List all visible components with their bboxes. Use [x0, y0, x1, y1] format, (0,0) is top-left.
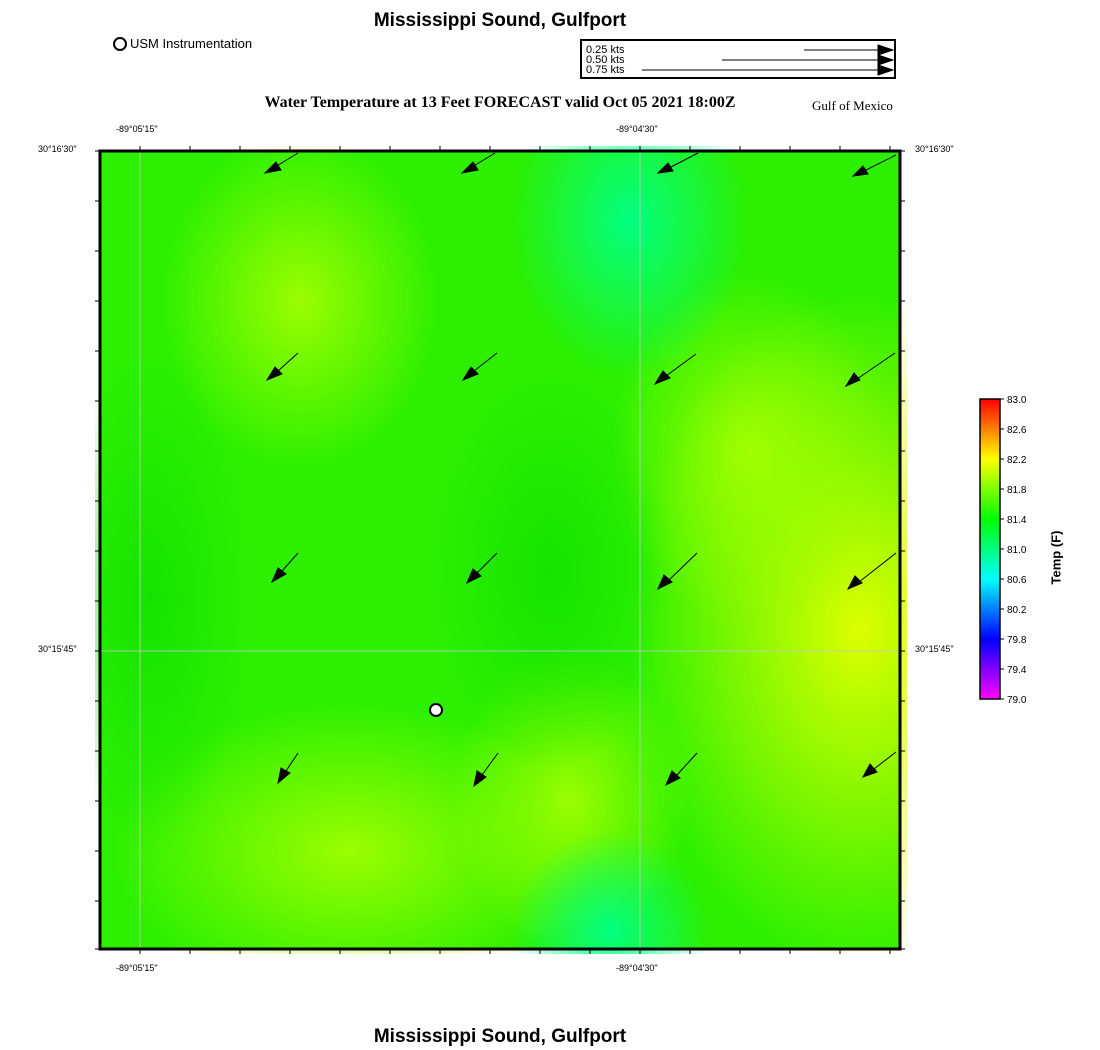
colorbar-tick: 83.0: [1007, 395, 1027, 406]
scale-label-050: 0.50 kts: [586, 54, 625, 66]
temperature-map: [95, 146, 907, 954]
instrument-legend-label: USM Instrumentation: [130, 36, 253, 51]
instrument-legend: [113, 36, 252, 51]
scale-label-025: 0.25 kts: [586, 44, 625, 56]
right-lat-label-1: 30°16'30": [915, 144, 954, 154]
forecast-title: Water Temperature at 13 Feet FORECAST valid Oct 05 2021 18:00Z: [264, 94, 736, 111]
top-lon-label-1: -89°05'15": [116, 124, 158, 134]
colorbar-tick: 79.4: [1007, 665, 1027, 676]
colorbar-tick: 81.4: [1007, 515, 1027, 526]
colorbar-tick: 81.8: [1007, 485, 1027, 496]
left-lat-label-2: 30°15'45": [38, 644, 77, 654]
colorbar-label: Temp (F): [1048, 530, 1064, 585]
colorbar-tick: 80.6: [1007, 575, 1027, 586]
right-lat-label-2: 30°15'45": [915, 644, 954, 654]
footer-title: Mississippi Sound, Gulfport: [373, 1026, 627, 1047]
bottom-lon-label-2: -89°04'30": [616, 963, 658, 973]
colorbar-tick: 82.6: [1007, 425, 1027, 436]
colorbar-tick: 79.0: [1007, 695, 1027, 706]
instrument-marker-icon: [113, 37, 127, 51]
instrument-station-marker[interactable]: [430, 704, 442, 716]
current-scale-legend: [580, 39, 898, 81]
left-lat-label-1: 30°16'30": [38, 144, 77, 154]
region-label: Gulf of Mexico: [812, 98, 893, 113]
top-lon-label-2: -89°04'30": [616, 124, 658, 134]
colorbar-tick: 80.2: [1007, 605, 1027, 616]
colorbar-tick: 79.8: [1007, 635, 1027, 646]
scale-label-075: 0.75 kts: [586, 64, 625, 76]
colorbar-tick: 81.0: [1007, 545, 1027, 556]
map-title: Mississippi Sound, Gulfport: [373, 10, 627, 31]
bottom-lon-label-1: -89°05'15": [116, 963, 158, 973]
temperature-colorbar: [975, 394, 1035, 708]
colorbar-scale: [980, 399, 1000, 699]
colorbar-tick: 82.2: [1007, 455, 1027, 466]
